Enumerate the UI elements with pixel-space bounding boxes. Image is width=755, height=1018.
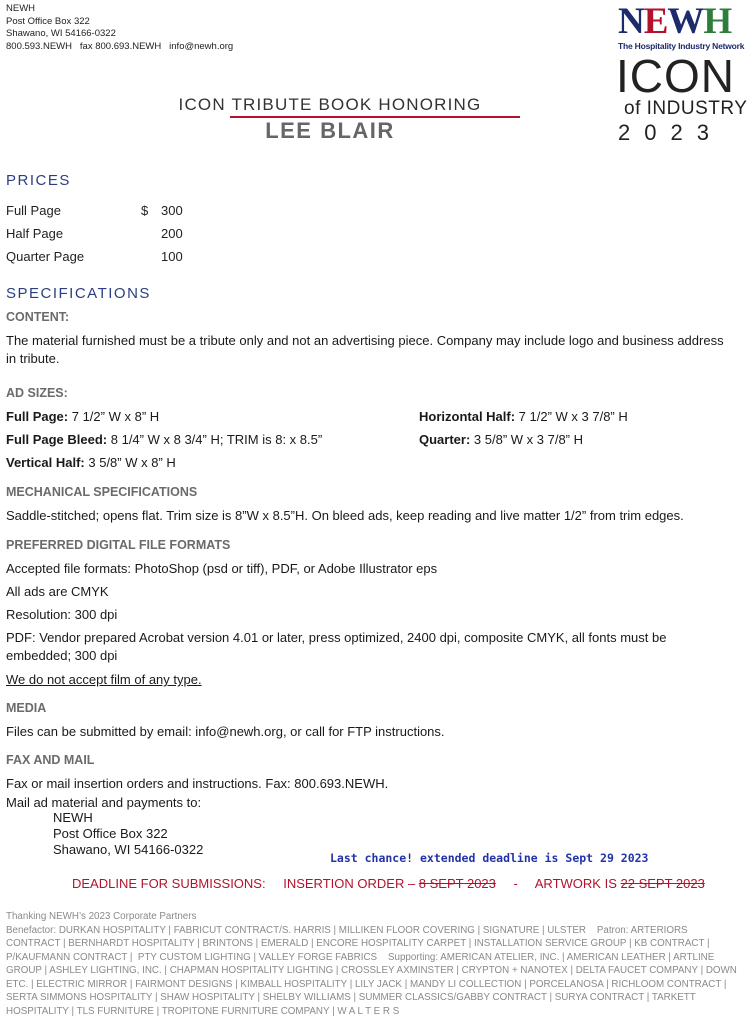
ad-size-quarter: [419, 431, 583, 449]
price-value: 100: [161, 249, 183, 264]
price-currency: $: [141, 203, 148, 218]
mail-address: [53, 810, 203, 858]
deadline-line: [72, 876, 705, 891]
content-heading: CONTENT:: [6, 310, 69, 324]
mechanical-heading: MECHANICAL SPECIFICATIONS: [6, 485, 197, 499]
ad-size-label: Horizontal Half:: [419, 409, 515, 424]
logo-icon-word: ICON: [616, 53, 735, 99]
org-name: NEWH: [6, 3, 233, 16]
ad-size-value: 8 1/4” W x 8 3/4” H; TRIM is 8: x 8.5”: [107, 432, 322, 447]
logo-year: 2023: [618, 120, 723, 146]
mail-address-line: NEWH: [53, 810, 203, 826]
partners-heading: Thanking NEWH’s 2023 Corporate Partners: [6, 910, 741, 924]
file-formats-heading: PREFERRED DIGITAL FILE FORMATS: [6, 538, 230, 552]
ad-size-label: Full Page:: [6, 409, 68, 424]
ad-size-label: Quarter:: [419, 432, 470, 447]
logo-tagline: The Hospitality Industry Network: [618, 41, 744, 51]
ad-size-value: 7 1/2” W x 3 7/8” H: [515, 409, 628, 424]
newh-wordmark: [618, 3, 731, 41]
file-formats-line: PDF: Vendor prepared Acrobat version 4.01 or later, press optimized, 2400 dpi, composite CMYK, all fonts must be embedded; 300 dpi: [6, 629, 726, 665]
mail-address-line: Post Office Box 322: [53, 826, 203, 842]
content-text: The material furnished must be a tribute only and not an advertising piece. Company may include logo and business address in tribute.: [6, 332, 726, 368]
artwork-date: 22 SEPT 2023: [621, 876, 705, 891]
ad-size-full-page: [6, 408, 159, 426]
price-label: Quarter Page: [6, 249, 84, 264]
partners-list: Benefactor: DURKAN HOSPITALITY | FABRICUT CONTRACT/S. HARRIS | MILLIKEN FLOOR COVERING | SIGNATURE | ULSTER Patron: ARTERIORS CONTRACT | BERNHARDT HOSPITALITY | BRINTONS | EMERALD | ENCORE HOSPITALITY CARPET | INSTALLATION SERVICE GROUP | KB CONTRACT | P/KAUFMANN CONTRACT | PTY CUSTOM LIGHTING | VALLEY FORGE FABRICS Supporting: AMERICAN ATELIER, INC. | AMERICAN LEATHER | ARTLINE GROUP | ASHLEY LIGHTING, INC. | CHAPMAN HOSPITALITY LIGHTING | CROSSLEY AXMINSTER | CRYPTON + NANOTEX | DELTA FAUCET COMPANY | DOWN ETC. | ELECTRIC MIRROR | FAIRMONT DESIGNS | KIMBALL HOSPITALITY | LILY JACK | MANDY LI COLLECTION | PORCELANOSA | RICHLOOM CONTRACT | SERTA SIMMONS HOSPITALITY | SHAW HOSPITALITY | SHELBY WILLIAMS | SUMMER CLASSICS/GABBY CONTRACT | SURYA CONTRACT | TARKETT HOSPITALITY | TLS FURNITURE | TROPITONE FURNITURE COMPANY | W A L T E R S: [6, 924, 741, 1018]
media-heading: MEDIA: [6, 701, 46, 715]
prices-heading: PRICES: [6, 172, 71, 189]
ad-size-value: 3 5/8” W x 3 7/8” H: [470, 432, 583, 447]
honoree-name: LEE BLAIR: [160, 118, 500, 144]
logo-letter-h: H: [703, 1, 731, 42]
contact-line: 800.593.NEWH fax 800.693.NEWH info@newh.org: [6, 41, 233, 54]
page-title: ICON TRIBUTE BOOK HONORING: [160, 95, 500, 115]
mail-address-line: Shawano, WI 54166-0322: [53, 842, 203, 858]
insertion-order-label: INSERTION ORDER –: [283, 876, 415, 891]
org-address-block: [6, 3, 233, 53]
deadline-separator: -: [514, 876, 518, 891]
media-text: Files can be submitted by email: info@newh.org, or call for FTP instructions.: [6, 723, 726, 741]
price-value: 200: [161, 226, 183, 241]
artwork-label: ARTWORK IS: [535, 876, 617, 891]
corporate-partners: [6, 910, 741, 1018]
insertion-order-date: 8 SEPT 2023: [419, 876, 496, 891]
ad-size-horizontal-half: [419, 408, 628, 426]
file-formats-line: Accepted file formats: PhotoShop (psd or tiff), PDF, or Adobe Illustrator eps: [6, 560, 726, 578]
price-label: Full Page: [6, 203, 61, 218]
ad-size-value: 7 1/2” W x 8” H: [68, 409, 159, 424]
ad-size-full-page-bleed: [6, 431, 322, 449]
logo-of-industry: of INDUSTRY: [624, 98, 747, 120]
price-value: 300: [161, 203, 183, 218]
no-film-notice: We do not accept film of any type.: [6, 671, 202, 689]
extended-deadline-notice: Last chance! extended deadline is Sept 29 2023: [330, 851, 649, 865]
logo-letter-e: E: [644, 1, 668, 42]
address-line-2: Shawano, WI 54166-0322: [6, 28, 233, 41]
ad-size-value: 3 5/8” W x 8” H: [85, 455, 176, 470]
mechanical-text: Saddle-stitched; opens flat. Trim size is 8”W x 8.5”H. On bleed ads, keep reading and live matter 1/2” from trim edges.: [6, 507, 726, 525]
fax-text: Fax or mail insertion orders and instructions. Fax: 800.693.NEWH.: [6, 775, 726, 793]
fax-mail-heading: FAX AND MAIL: [6, 753, 94, 767]
address-line-1: Post Office Box 322: [6, 16, 233, 29]
logo-letter-n: N: [618, 1, 644, 42]
file-formats-line: All ads are CMYK: [6, 583, 726, 601]
file-formats-line: Resolution: 300 dpi: [6, 606, 726, 624]
ad-size-label: Full Page Bleed:: [6, 432, 107, 447]
logo-letter-w: W: [667, 1, 703, 42]
ad-size-label: Vertical Half:: [6, 455, 85, 470]
ad-size-vertical-half: [6, 454, 176, 472]
specifications-heading: SPECIFICATIONS: [6, 285, 151, 302]
mail-text: Mail ad material and payments to:: [6, 794, 726, 812]
price-label: Half Page: [6, 226, 63, 241]
newh-icon-logo: [612, 3, 742, 143]
deadline-label: DEADLINE FOR SUBMISSIONS:: [72, 876, 266, 891]
ad-sizes-heading: AD SIZES:: [6, 386, 68, 400]
